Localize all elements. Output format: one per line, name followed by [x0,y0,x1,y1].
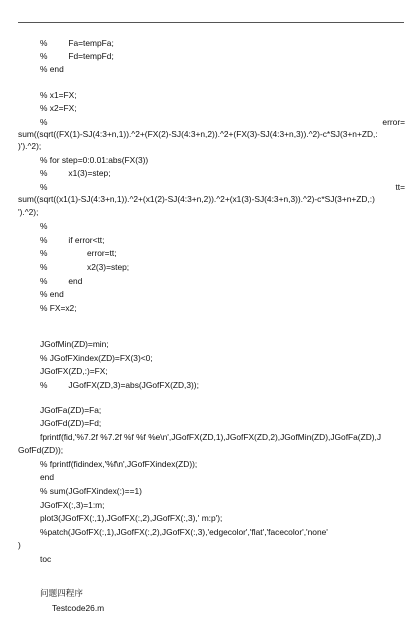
code-line: %patch(JGofFX(:,1),JGofFX(:,2),JGofFX(:,3),'edgecolor','flat','facecolor','none' [40,527,328,537]
file-name: Testcode26.m [52,603,105,613]
code-line: % fprintf(fidindex,'%f\n',JGofFXindex(ZD)); [40,459,198,469]
code-line: GofFd(ZD)); [18,445,64,455]
code-line: % x1(3)=step; [40,168,111,178]
code-line: % JGofFXindex(ZD)=FX(3)<0; [40,353,153,363]
code-line: % x2=FX; [40,103,77,113]
header-rule [18,22,404,23]
code-line: % x2(3)=step; [40,262,130,272]
code-line: % [40,117,48,127]
code-line: JGofFa(ZD)=Fa; [40,405,102,415]
code-line: JGofFX(ZD,:)=FX; [40,366,108,376]
code-line: ) [18,540,21,550]
code-line: sum((sqrt((FX(1)-SJ(4:3+n,1)).^2+(FX(2)-SJ(4:3+n,2)).^2+(FX(3)-SJ(4:3+n,3)).^2)-c*SJ(3+n+ZD,: [18,129,378,139]
code-line: % end [40,276,83,286]
code-line: % Fd=tempFd; [40,51,114,61]
code-line: JGofFd(ZD)=Fd; [40,418,102,428]
section-heading: 问题四程序 [40,589,83,599]
code-line: )').^2); [18,141,42,151]
code-word-right: tt= [395,182,405,192]
code-word-right: error= [382,117,405,127]
code-line: % end [40,289,64,299]
code-line: % end [40,64,64,74]
code-line: % [40,221,48,231]
code-line: % error=tt; [40,248,117,258]
code-line: toc [40,554,52,564]
code-line: % Fa=tempFa; [40,38,114,48]
code-line: sum((sqrt((x1(1)-SJ(4:3+n,1)).^2+(x1(2)-SJ(4:3+n,2)).^2+(x1(3)-SJ(4:3+n,3)).^2)-c*SJ(3+n+ZD,:) [18,194,375,204]
code-line: % JGofFX(ZD,3)=abs(JGofFX(ZD,3)); [40,380,199,390]
code-line: % FX=x2; [40,303,77,313]
code-line: % sum(JGofFXindex(:)==1) [40,486,142,496]
code-line: plot3(JGofFX(:,1),JGofFX(:,2),JGofFX(:,3),' m:p'); [40,513,223,523]
code-line: % x1=FX; [40,90,77,100]
code-line: end [40,472,54,482]
code-line: ').^2); [18,207,39,217]
code-line: % if error<tt; [40,235,105,245]
code-line: % for step=0:0.01:abs(FX(3)) [40,155,149,165]
code-line: JGofFX(:,3)=1:m; [40,500,105,510]
code-line: fprintf(fid,'%7.2f %7.2f %f %f %e\n',JGofFX(ZD,1),JGofFX(ZD,2),JGofMin(ZD),JGofFa(ZD),J [40,432,382,442]
code-line: JGofMin(ZD)=min; [40,339,109,349]
code-line: % [40,182,48,192]
